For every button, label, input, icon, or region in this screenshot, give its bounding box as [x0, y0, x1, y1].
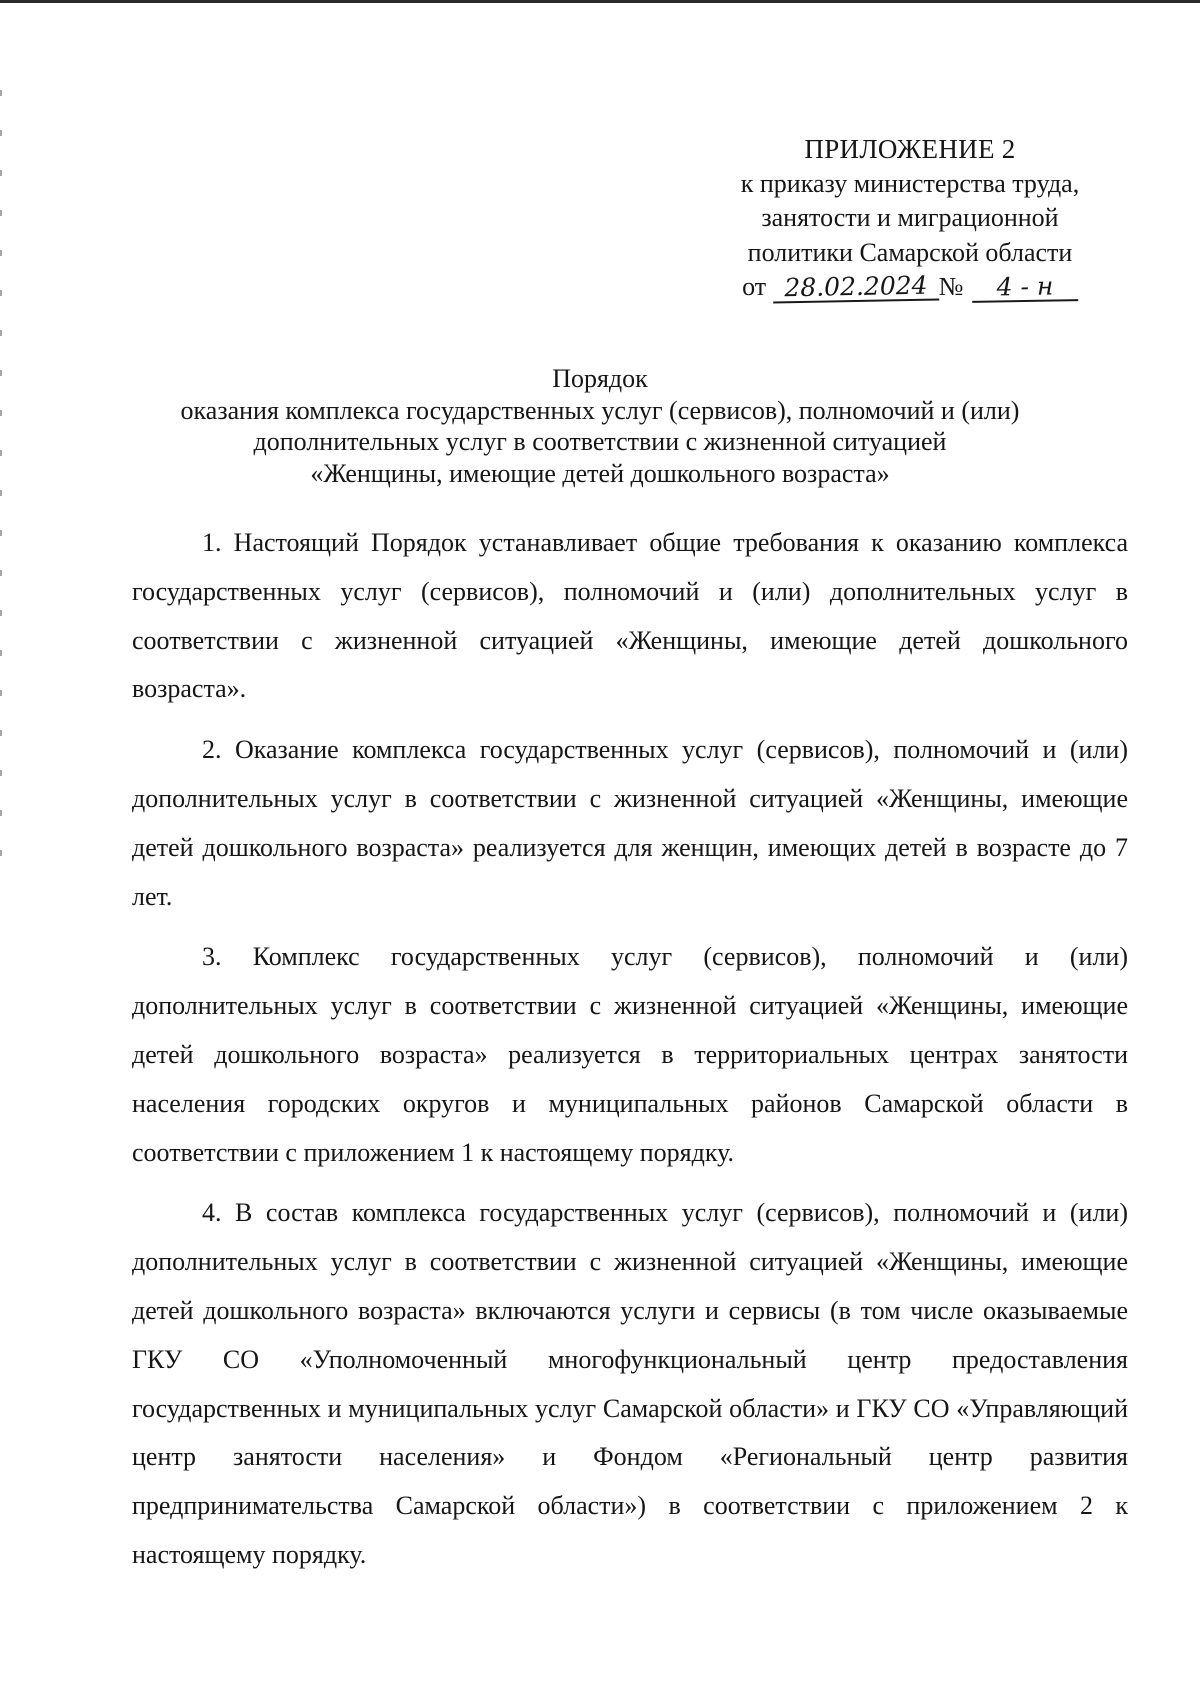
appendix-header	[680, 132, 1140, 305]
paragraph-1: 1. Настоящий Порядок устанавливает общие требования к оказанию комплекса государственных услуг (сервисов), полномочий и (или) дополнительных услуг в соответствии с жизненной ситуацией «Женщины, имеющие детей дошкольного возраста».	[132, 528, 1128, 704]
appendix-title: ПРИЛОЖЕНИЕ 2	[804, 134, 1016, 164]
appendix-line: политики Самарской области	[747, 237, 1073, 267]
paragraph-4: 4. В состав комплекса государственных услуг (сервисов), полномочий и (или) дополнительных услуг в соответствии с жизненной ситуацией «Женщины, имеющие детей дошкольного возраста» включаются услуги и сервисы (в том числе оказываемые ГКУ СО «Уполномоченный многофункциональный центр предоставления государственных и муниципальных услуг Самарской области» и ГКУ СО «Управляющий центр занятости населения» и Фондом «Региональный центр развития предпринимательства Самарской области») в соответствии с приложением 2 к настоящему порядку.	[132, 1198, 1128, 1569]
document-title-line: «Женщины, имеющие детей дошкольного возраста»	[310, 458, 890, 488]
document-title-line: дополнительных услуг в соответствии с жизненной ситуацией	[253, 427, 947, 456]
document-body	[132, 519, 1128, 1592]
scan-top-edge	[0, 0, 1200, 3]
document-title-line: Порядок	[552, 364, 648, 393]
date-prefix: от	[742, 272, 767, 301]
paragraph-3: 3. Комплекс государственных услуг (сервисов), полномочий и (или) дополнительных услуг в соответствии с жизненной ситуацией «Женщины, имеющие детей дошкольного возраста» реализуется в территориальных центрах занятости населения городских округов и муниципальных районов Самарской области в соответствии с приложением 1 к настоящему порядку.	[132, 942, 1128, 1167]
paragraph-2: 2. Оказание комплекса государственных услуг (сервисов), полномочий и (или) дополнительных услуг в соответствии с жизненной ситуацией «Женщины, имеющие детей дошкольного возраста» реализуется для женщин, имеющих детей в возрасте до 7 лет.	[132, 735, 1128, 911]
handwritten-date: 28.02.2024	[772, 273, 938, 304]
scan-left-edge	[0, 90, 2, 890]
number-sign: №	[938, 272, 964, 301]
document-title	[100, 363, 1100, 489]
document-title-line: оказания комплекса государственных услуг (сервисов), полномочий и (или)	[180, 395, 1020, 425]
appendix-line: занятости и миграционной	[761, 203, 1059, 232]
handwritten-number: 4 - н	[972, 273, 1078, 303]
order-date-line	[680, 270, 1140, 305]
appendix-line: к приказу министерства труда,	[740, 168, 1080, 198]
